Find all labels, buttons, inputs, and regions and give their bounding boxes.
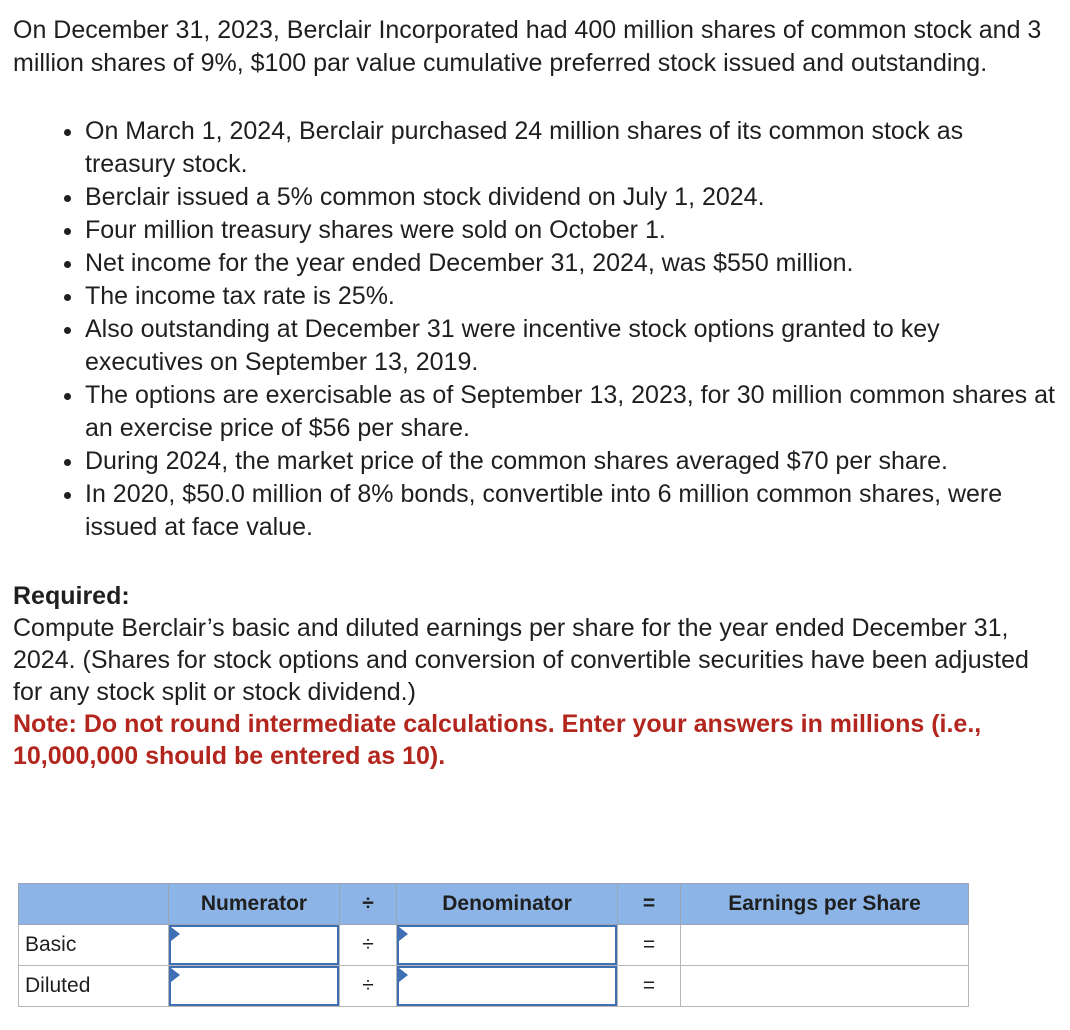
input-flag-icon — [399, 927, 408, 941]
facts-list — [13, 115, 1058, 544]
fact-item: • During 2024, the market price of the common shares averaged $70 per share. — [85, 445, 1058, 478]
table-header-row — [19, 884, 969, 925]
diluted-eps-result — [681, 966, 969, 1007]
basic-equals-sign: = — [618, 925, 681, 966]
problem-content — [13, 14, 1058, 772]
fact-item: • Net income for the year ended December 31, 2024, was $550 million. — [85, 247, 1058, 280]
basic-denominator-input[interactable] — [399, 927, 615, 963]
table-row-diluted — [19, 966, 969, 1007]
table-row-basic — [19, 925, 969, 966]
required-section — [13, 580, 1058, 772]
required-heading: Required: — [13, 582, 130, 610]
basic-numerator-box — [169, 925, 339, 965]
header-divide: ÷ — [340, 884, 397, 925]
row-label-basic: Basic — [19, 925, 169, 966]
basic-denominator-box — [397, 925, 617, 965]
input-flag-icon — [399, 968, 408, 982]
fact-item: • In 2020, $50.0 million of 8% bonds, convertible into 6 million common shares, were issued at face value. — [85, 478, 1058, 544]
diluted-denominator-box — [397, 966, 617, 1006]
diluted-numerator-box — [169, 966, 339, 1006]
diluted-denominator-input[interactable] — [399, 968, 615, 1004]
header-numerator: Numerator — [169, 884, 340, 925]
input-flag-icon — [171, 927, 180, 941]
intro-paragraph: On December 31, 2023, Berclair Incorporated had 400 million shares of common stock and 3 million shares of 9%, $100 par value cumulative preferred stock issued and outstanding. — [13, 16, 1042, 77]
header-label — [19, 884, 169, 925]
diluted-equals-sign: = — [618, 966, 681, 1007]
fact-item: • Also outstanding at December 31 were incentive stock options granted to key executives on September 13, 2019. — [85, 313, 1058, 379]
basic-denominator-cell — [397, 925, 618, 966]
basic-divide-sign: ÷ — [340, 925, 397, 966]
input-flag-icon — [171, 968, 180, 982]
fact-item: • Four million treasury shares were sold on October 1. — [85, 214, 1058, 247]
fact-item: • Berclair issued a 5% common stock dividend on July 1, 2024. — [85, 181, 1058, 214]
header-denominator: Denominator — [397, 884, 618, 925]
required-note: Note: Do not round intermediate calculations. Enter your answers in millions (i.e., 10,000,000 should be entered as 10). — [13, 710, 982, 770]
basic-eps-result — [681, 925, 969, 966]
basic-numerator-input[interactable] — [171, 927, 337, 963]
fact-item: • The options are exercisable as of September 13, 2023, for 30 million common shares at an exercise price of $56 per share. — [85, 379, 1058, 445]
fact-item: • The income tax rate is 25%. — [85, 280, 1058, 313]
basic-numerator-cell — [169, 925, 340, 966]
diluted-divide-sign: ÷ — [340, 966, 397, 1007]
header-eps: Earnings per Share — [681, 884, 969, 925]
eps-answer-table — [18, 883, 969, 1007]
fact-item: • On March 1, 2024, Berclair purchased 24 million shares of its common stock as treasury stock. — [85, 115, 1058, 181]
diluted-denominator-cell — [397, 966, 618, 1007]
diluted-numerator-cell — [169, 966, 340, 1007]
row-label-diluted: Diluted — [19, 966, 169, 1007]
required-text: Compute Berclair’s basic and diluted earnings per share for the year ended December 31, 2024. (Shares for stock options and conversion of convertible securities have been adjusted for any stock split or stock dividend.) — [13, 614, 1029, 706]
diluted-numerator-input[interactable] — [171, 968, 337, 1004]
header-equals: = — [618, 884, 681, 925]
